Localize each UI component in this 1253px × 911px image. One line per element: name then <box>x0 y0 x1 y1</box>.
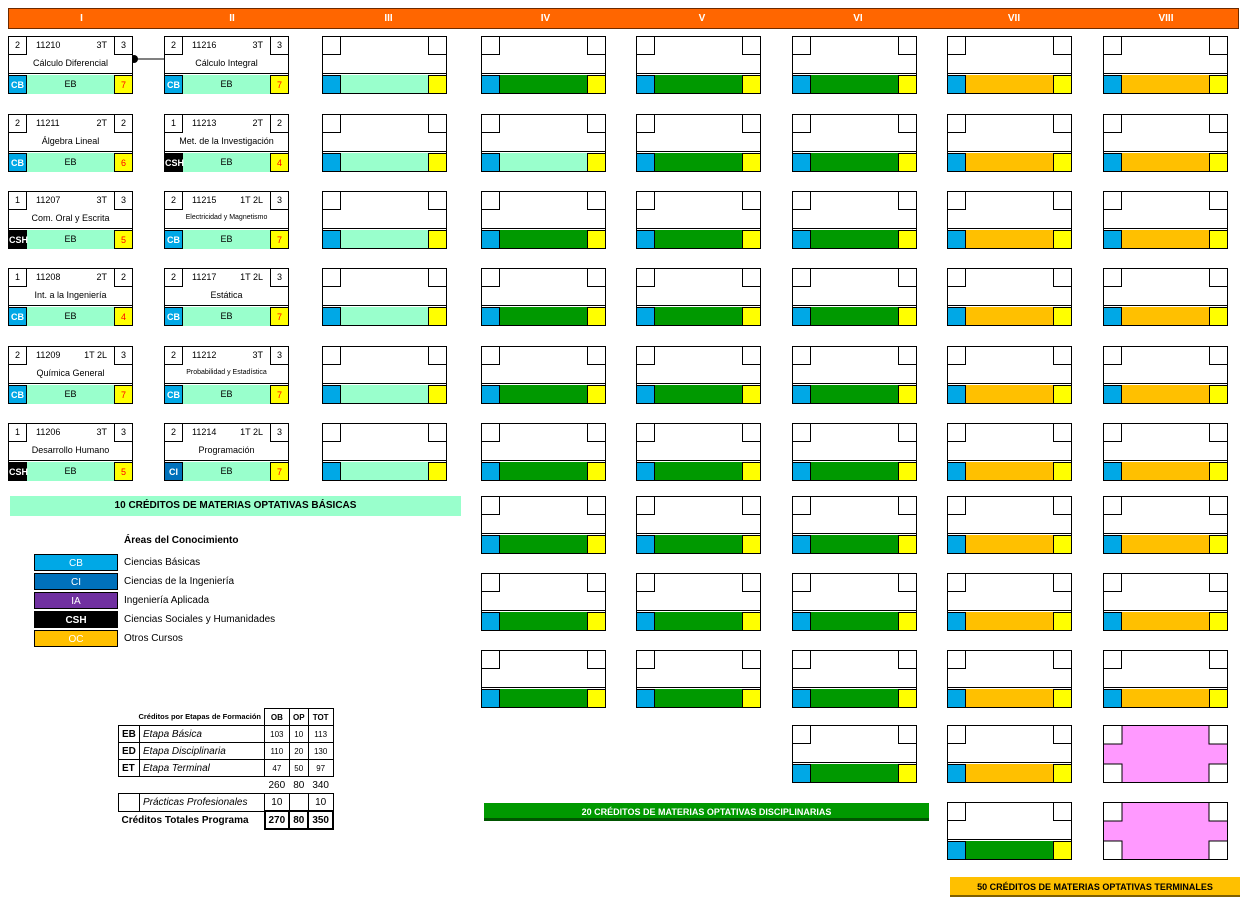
course-cr: 3 <box>270 346 289 365</box>
semester-header-V: V <box>698 13 706 24</box>
course-area: CSH <box>8 462 27 481</box>
optativa-v-4[interactable] <box>636 268 761 326</box>
optativa-viii-1[interactable] <box>1103 36 1228 94</box>
course-hours: 3T <box>252 40 263 50</box>
course-card-11213[interactable] <box>164 114 289 172</box>
course-area: CSH <box>8 230 27 249</box>
course-hours: 1T 2L <box>240 272 263 282</box>
optativa-vii-1[interactable] <box>947 36 1072 94</box>
optativa-vi-1[interactable] <box>792 36 917 94</box>
course-cr: 2 <box>270 114 289 133</box>
legend-label: Ciencias Sociales y Humanidades <box>124 614 276 625</box>
course-code-line <box>28 115 113 132</box>
course-hours: 3T <box>96 427 107 437</box>
course-hs: 2 <box>8 346 27 365</box>
course-credits: 7 <box>270 385 289 404</box>
legend-label: Ciencias de la Ingeniería <box>124 576 235 587</box>
legend-item-ia <box>34 592 294 609</box>
course-cr: 3 <box>270 191 289 210</box>
course-hs: 2 <box>8 36 27 55</box>
optativa-iv-4[interactable] <box>481 268 606 326</box>
course-hours: 3T <box>96 40 107 50</box>
legend-label: Otros Cursos <box>124 633 183 644</box>
course-code-line <box>184 347 269 364</box>
optativa-vii-10[interactable] <box>947 725 1072 783</box>
optativa-v-5[interactable] <box>636 346 761 404</box>
optativa-v-2[interactable] <box>636 114 761 172</box>
course-hs: 1 <box>8 191 27 210</box>
course-etapa: EB <box>27 462 114 481</box>
semester-header-I: I <box>80 13 83 24</box>
course-hs: 2 <box>164 36 183 55</box>
course-hs: 2 <box>164 423 183 442</box>
course-code: 11217 <box>192 272 217 282</box>
banner-optativas-terminales: 50 CRÉDITOS DE MATERIAS OPTATIVAS TERMINALES <box>950 877 1240 897</box>
course-credits: 5 <box>114 462 133 481</box>
semester-header-III: III <box>384 13 393 24</box>
course-hours: 3T <box>96 195 107 205</box>
optativa-iv-5[interactable] <box>481 346 606 404</box>
legend-swatch: CB <box>34 554 118 571</box>
course-hs: 1 <box>164 114 183 133</box>
course-etapa: EB <box>183 230 270 249</box>
banner-optativas-disciplinarias: 20 CRÉDITOS DE MATERIAS OPTATIVAS DISCIPLINARIAS <box>484 803 929 821</box>
course-hours: 2T <box>96 118 107 128</box>
course-name: Álgebra Lineal <box>41 136 100 146</box>
optativa-vi-8[interactable] <box>792 573 917 631</box>
course-etapa: EB <box>183 307 270 326</box>
course-area: CB <box>164 307 183 326</box>
course-credits: 6 <box>114 153 133 172</box>
legend-item-ci <box>34 573 294 590</box>
course-name: Probabilidad y Estadística <box>186 369 267 376</box>
course-credits: 7 <box>270 462 289 481</box>
course-code: 11212 <box>192 350 217 360</box>
semester-header <box>8 8 1239 29</box>
course-area: CI <box>164 462 183 481</box>
course-credits: 7 <box>270 307 289 326</box>
optativa-v-8[interactable] <box>636 573 761 631</box>
table-row: EB Etapa Básica 103 10 113 <box>119 726 334 743</box>
optativa-vi-6[interactable] <box>792 423 917 481</box>
course-name: Int. a la Ingeniería <box>34 290 107 300</box>
course-code: 11215 <box>192 195 217 205</box>
course-hours: 1T 2L <box>84 350 107 360</box>
course-area: CB <box>8 307 27 326</box>
course-card-11207[interactable] <box>8 191 133 249</box>
course-etapa: EB <box>183 385 270 404</box>
course-cr: 2 <box>114 268 133 287</box>
optativa-iv-6[interactable] <box>481 423 606 481</box>
course-area: CB <box>8 153 27 172</box>
optativa-vii-7[interactable] <box>947 496 1072 554</box>
optativa-vii-9[interactable] <box>947 650 1072 708</box>
legend-label: Ingeniería Aplicada <box>124 595 210 606</box>
legend-swatch: CSH <box>34 611 118 628</box>
semester-header-VIII: VIII <box>1158 13 1174 24</box>
course-code: 11214 <box>192 427 217 437</box>
course-card-11217[interactable] <box>164 268 289 326</box>
course-name: Estática <box>210 290 243 300</box>
legend-title: Áreas del Conocimiento <box>124 535 239 546</box>
course-credits: 4 <box>114 307 133 326</box>
course-code-line <box>28 424 113 441</box>
course-credits: 4 <box>270 153 289 172</box>
optativa-vii-5[interactable] <box>947 346 1072 404</box>
legend-swatch: CI <box>34 573 118 590</box>
semester-header-IV: IV <box>540 13 551 24</box>
banner-optativas-basicas: 10 CRÉDITOS DE MATERIAS OPTATIVAS BÁSICAS <box>10 496 461 516</box>
optativa-v-3[interactable] <box>636 191 761 249</box>
table-row: ED Etapa Disciplinaria 110 20 130 <box>119 743 334 760</box>
course-credits: 7 <box>114 75 133 94</box>
optativa-v-7[interactable] <box>636 496 761 554</box>
course-etapa: EB <box>27 385 114 404</box>
course-area: CB <box>164 75 183 94</box>
course-cr: 3 <box>270 268 289 287</box>
course-card-11216[interactable] <box>164 36 289 94</box>
optativa-vi-4[interactable] <box>792 268 917 326</box>
practicas-row: Prácticas Profesionales 10 10 <box>119 794 334 812</box>
course-code: 11210 <box>36 40 61 50</box>
optativa-v-1[interactable] <box>636 36 761 94</box>
course-hs: 2 <box>8 114 27 133</box>
course-cr: 3 <box>114 423 133 442</box>
optativa-iv-1[interactable] <box>481 36 606 94</box>
optativa-vi-2[interactable] <box>792 114 917 172</box>
credits-table <box>118 708 334 830</box>
optativa-vii-3[interactable] <box>947 191 1072 249</box>
legend-item-cb <box>34 554 294 571</box>
course-code: 11208 <box>36 272 61 282</box>
legend-swatch: IA <box>34 592 118 609</box>
course-card-11215[interactable] <box>164 191 289 249</box>
optativa-viii-8[interactable] <box>1103 573 1228 631</box>
optativa-viii-4[interactable] <box>1103 268 1228 326</box>
semester-header-VII: VII <box>1007 13 1021 24</box>
course-code-line <box>184 192 269 209</box>
course-etapa: EB <box>183 462 270 481</box>
course-code-line <box>28 37 113 54</box>
optativa-v-6[interactable] <box>636 423 761 481</box>
course-etapa: EB <box>27 75 114 94</box>
credits-table-title: Créditos por Etapas de Formación <box>138 712 261 722</box>
course-cr: 3 <box>114 191 133 210</box>
course-hours: 1T 2L <box>240 427 263 437</box>
optativa-viii-3[interactable] <box>1103 191 1228 249</box>
semester-header-II: II <box>229 13 235 24</box>
optativa-viii-2[interactable] <box>1103 114 1228 172</box>
course-hours: 2T <box>96 272 107 282</box>
optativa-vii-8[interactable] <box>947 573 1072 631</box>
practicas-card-2[interactable] <box>1103 802 1228 860</box>
semester-header-VI: VI <box>853 13 863 24</box>
col-ob: OB <box>265 709 290 726</box>
course-area: CB <box>8 385 27 404</box>
col-tot: TOT <box>308 709 333 726</box>
table-row: ET Etapa Terminal 47 50 97 <box>119 760 334 777</box>
course-name: Electricidad y Magnetismo <box>185 214 268 221</box>
course-name: Programación <box>198 445 255 455</box>
course-hs: 2 <box>164 346 183 365</box>
total-row: Créditos Totales Programa 270 80 350 <box>119 811 334 829</box>
course-code-line <box>28 269 113 286</box>
course-name: Com. Oral y Escrita <box>31 213 110 223</box>
optativa-iv-2[interactable] <box>481 114 606 172</box>
optativa-iv-9[interactable] <box>481 650 606 708</box>
optativa-iii-2[interactable] <box>322 114 447 172</box>
course-hours: 3T <box>252 350 263 360</box>
course-cr: 3 <box>270 423 289 442</box>
course-card-11214[interactable] <box>164 423 289 481</box>
optativa-viii-6[interactable] <box>1103 423 1228 481</box>
course-name: Desarrollo Humano <box>31 445 110 455</box>
optativa-vii-4[interactable] <box>947 268 1072 326</box>
course-name: Cálculo Integral <box>195 58 258 68</box>
optativa-vii-6[interactable] <box>947 423 1072 481</box>
course-code-line <box>184 424 269 441</box>
course-hs: 2 <box>164 191 183 210</box>
optativa-vii-2[interactable] <box>947 114 1072 172</box>
optativa-iii-6[interactable] <box>322 423 447 481</box>
course-etapa: EB <box>27 307 114 326</box>
optativa-vii-11[interactable] <box>947 802 1072 860</box>
optativa-iv-3[interactable] <box>481 191 606 249</box>
course-code-line <box>28 192 113 209</box>
optativa-iii-4[interactable] <box>322 268 447 326</box>
optativa-iv-8[interactable] <box>481 573 606 631</box>
course-card-11208[interactable] <box>8 268 133 326</box>
course-code-line <box>28 347 113 364</box>
course-etapa: EB <box>27 230 114 249</box>
course-card-11210[interactable] <box>8 36 133 94</box>
course-code: 11213 <box>192 118 217 128</box>
course-area: CB <box>164 230 183 249</box>
optativa-vi-7[interactable] <box>792 496 917 554</box>
course-code-line <box>184 115 269 132</box>
course-code: 11207 <box>36 195 61 205</box>
course-cr: 3 <box>114 346 133 365</box>
practicas-card-1[interactable] <box>1103 725 1228 783</box>
optativa-vi-3[interactable] <box>792 191 917 249</box>
course-credits: 7 <box>270 75 289 94</box>
course-hours: 1T 2L <box>240 195 263 205</box>
course-card-11209[interactable] <box>8 346 133 404</box>
course-hs: 1 <box>8 268 27 287</box>
legend-swatch: OC <box>34 630 118 647</box>
optativa-viii-5[interactable] <box>1103 346 1228 404</box>
course-etapa: EB <box>183 75 270 94</box>
course-code-line <box>184 37 269 54</box>
course-hs: 2 <box>164 268 183 287</box>
course-cr: 3 <box>270 36 289 55</box>
optativa-iii-3[interactable] <box>322 191 447 249</box>
course-hours: 2T <box>252 118 263 128</box>
optativa-vi-9[interactable] <box>792 650 917 708</box>
course-name: Met. de la Investigación <box>179 136 274 146</box>
col-op: OP <box>289 709 308 726</box>
legend-item-csh <box>34 611 294 628</box>
course-code: 11206 <box>36 427 61 437</box>
optativa-viii-7[interactable] <box>1103 496 1228 554</box>
course-name: Química General <box>36 368 105 378</box>
optativa-viii-9[interactable] <box>1103 650 1228 708</box>
optativa-iii-1[interactable] <box>322 36 447 94</box>
course-credits: 7 <box>270 230 289 249</box>
course-cr: 2 <box>114 114 133 133</box>
optativa-iv-7[interactable] <box>481 496 606 554</box>
subtotal-row: 260 80 340 <box>268 779 329 791</box>
course-card-11206[interactable] <box>8 423 133 481</box>
course-code-line <box>184 269 269 286</box>
course-code: 11209 <box>36 350 61 360</box>
course-area: CSH <box>164 153 183 172</box>
course-etapa: EB <box>183 153 270 172</box>
course-area: CB <box>8 75 27 94</box>
course-card-11211[interactable] <box>8 114 133 172</box>
legend-label: Ciencias Básicas <box>124 557 201 568</box>
optativa-v-9[interactable] <box>636 650 761 708</box>
optativa-iii-5[interactable] <box>322 346 447 404</box>
course-etapa: EB <box>27 153 114 172</box>
optativa-vi-5[interactable] <box>792 346 917 404</box>
course-credits: 5 <box>114 230 133 249</box>
course-area: CB <box>164 385 183 404</box>
course-hs: 1 <box>8 423 27 442</box>
course-cr: 3 <box>114 36 133 55</box>
course-code: 11211 <box>36 118 60 128</box>
legend-item-oc <box>34 630 294 647</box>
course-credits: 7 <box>114 385 133 404</box>
course-code: 11216 <box>192 40 217 50</box>
course-name: Cálculo Diferencial <box>32 58 109 68</box>
course-card-11212[interactable] <box>164 346 289 404</box>
optativa-vi-10[interactable] <box>792 725 917 783</box>
